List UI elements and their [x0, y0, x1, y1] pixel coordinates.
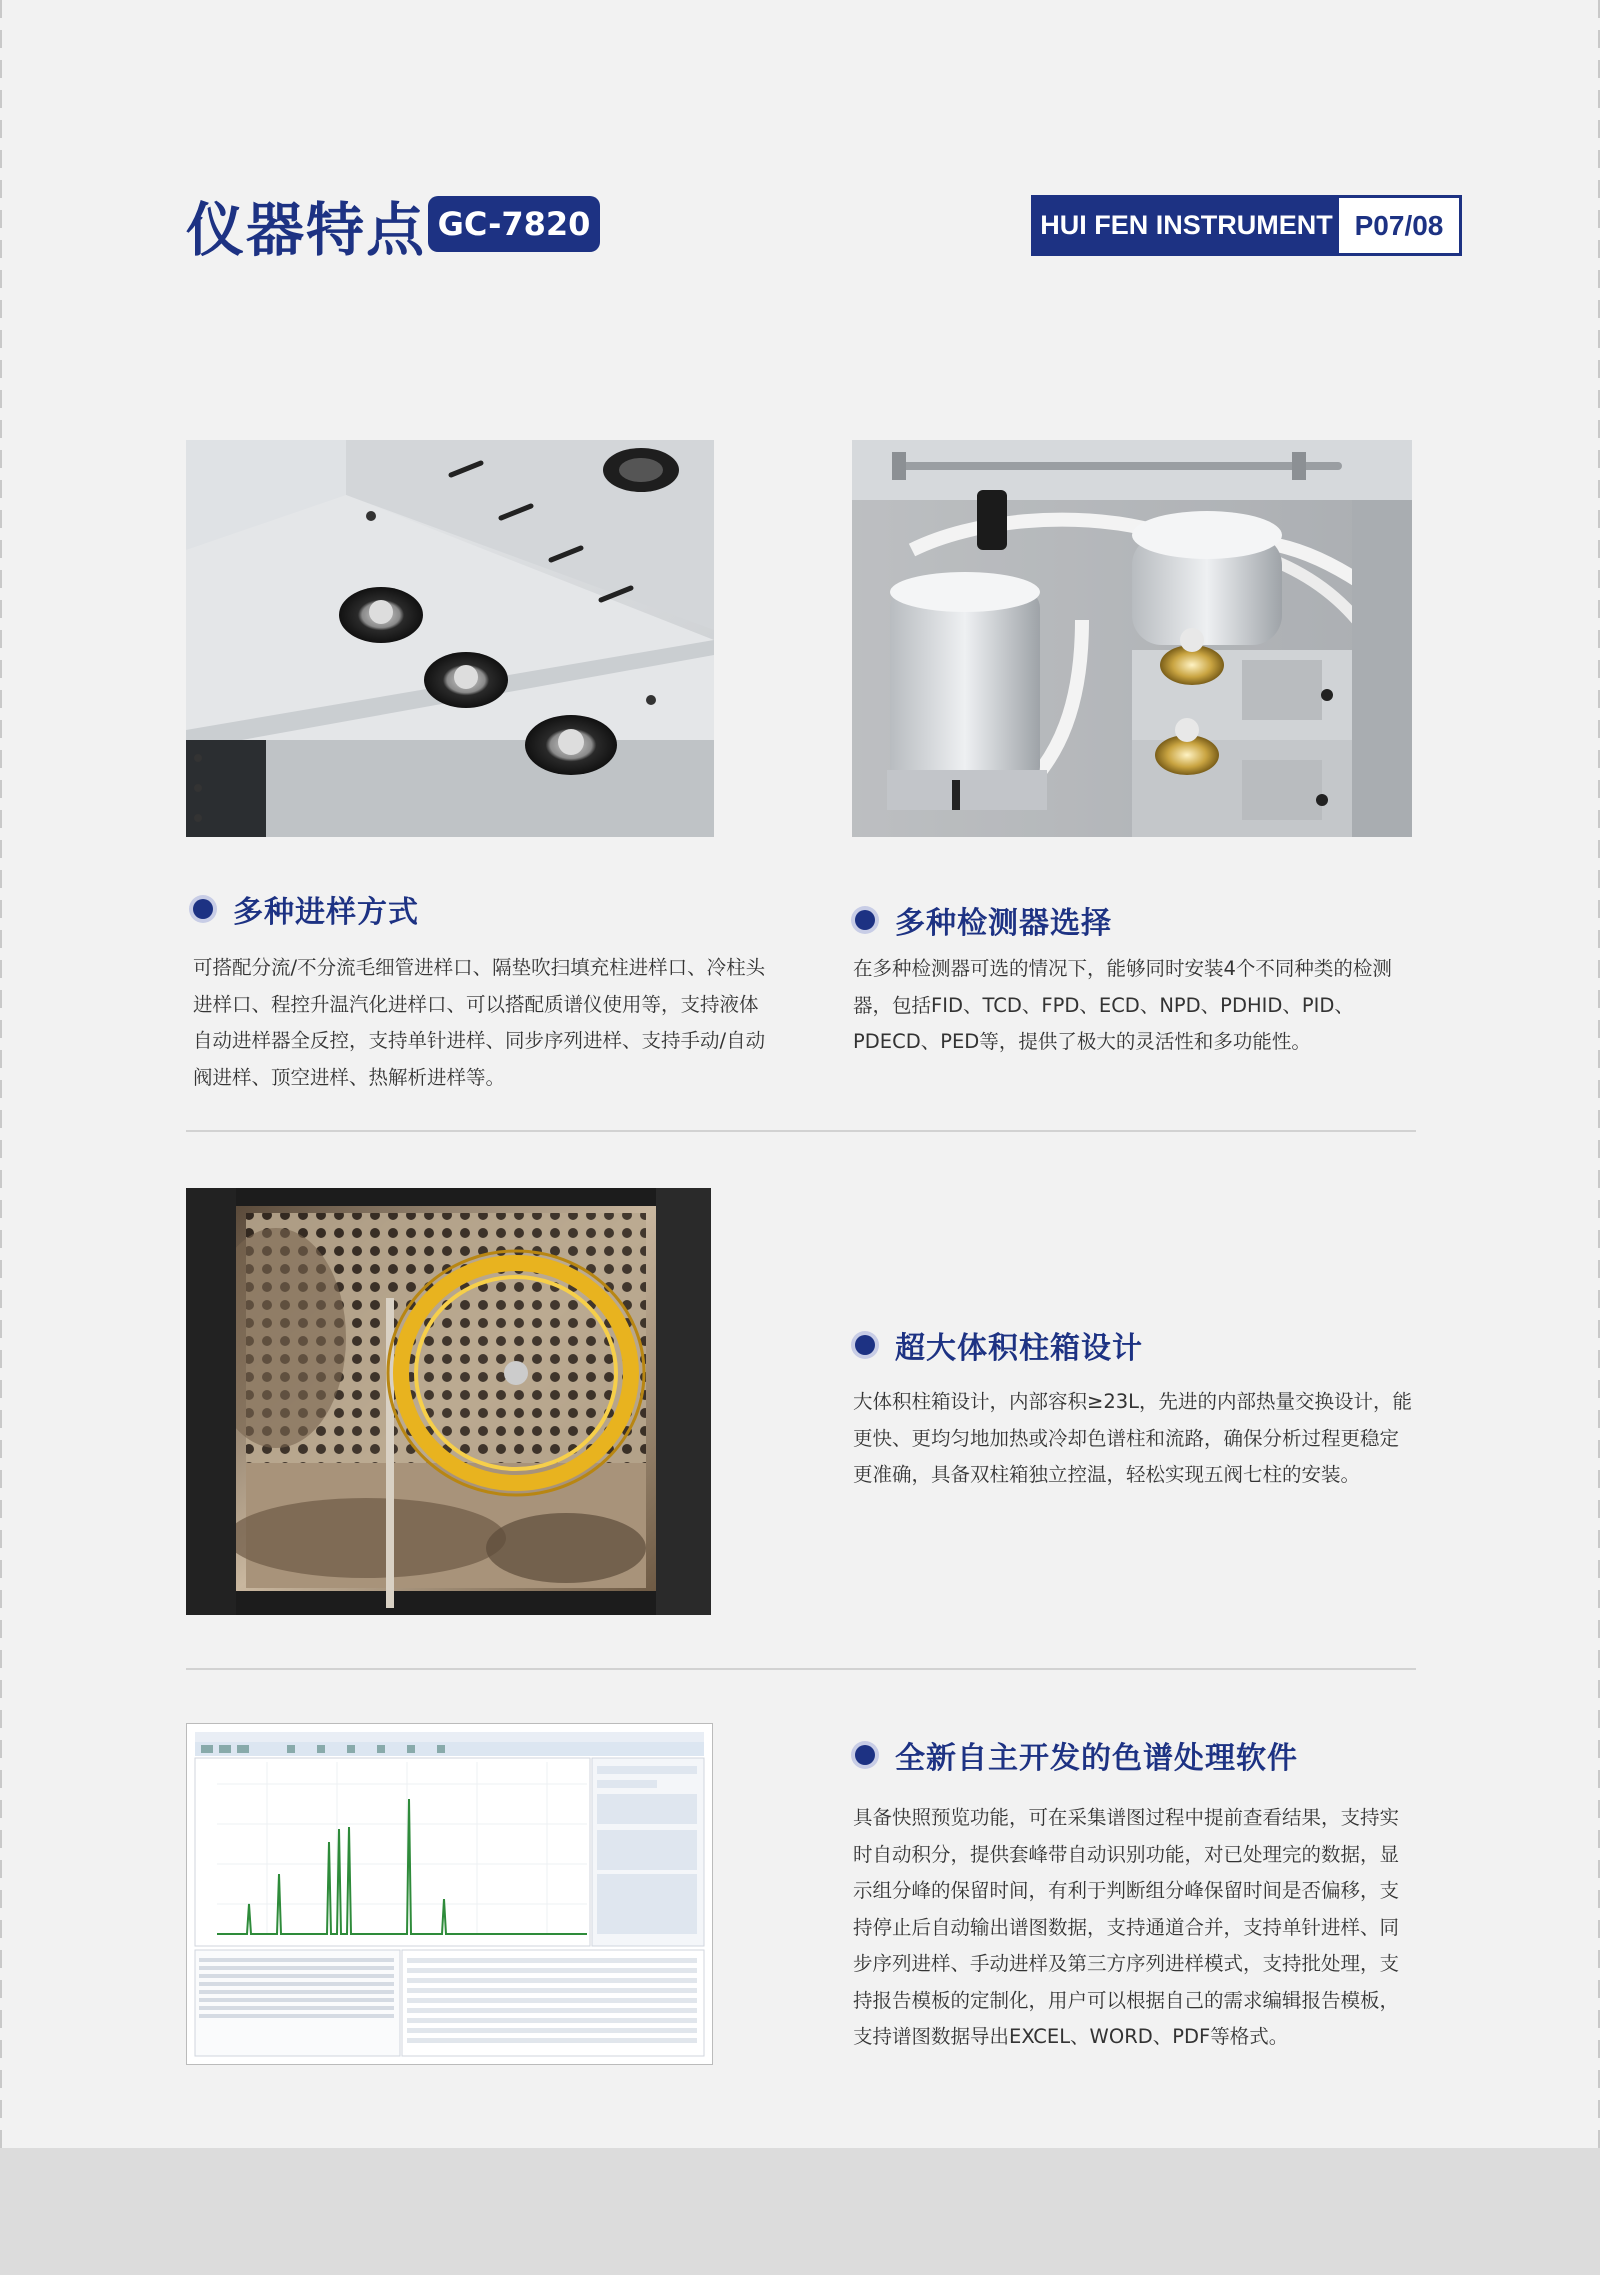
section-title: 多种检测器选择	[895, 906, 1112, 941]
column-oven-photo	[186, 1188, 711, 1615]
bullet-icon	[193, 899, 213, 919]
section-oven-body: 大体积柱箱设计，内部容积≥23L，先进的内部热量交换设计，能更快、更均匀地加热或冷却色谱柱和流路，确保分析过程更稳定更准确，具备双柱箱独立控温，轻松实现五阀七柱的安装。	[853, 1390, 1413, 1486]
section-divider	[186, 1668, 1416, 1670]
bullet-icon	[855, 1335, 875, 1355]
section-detector-heading	[855, 898, 1112, 942]
section-title: 超大体积柱箱设计	[895, 1331, 1143, 1366]
injector-ports-photo	[186, 440, 714, 837]
section-title: 多种进样方式	[233, 895, 419, 930]
bullet-icon	[855, 1745, 875, 1765]
section-injection-body: 可搭配分流/不分流毛细管进样口、隔垫吹扫填充柱进样口、冷柱头进样口、程控升温汽化进样口、可以搭配质谱仪使用等，支持液体自动进样器全反控，支持单针进样、同步序列进样、支持手动/自动阀进样、顶空进样、热解析进样等。	[193, 956, 766, 1089]
page-title: 仪器特点	[186, 196, 427, 264]
section-detector-body: 在多种检测器可选的情况下，能够同时安装4个不同种类的检测器，包括FID、TCD、FPD、ECD、NPD、PDHID、PID、PDECD、PED等，提供了极大的灵活性和多功能性。	[853, 957, 1392, 1053]
footer-band	[0, 2148, 1600, 2275]
brand-name: HUI FEN INSTRUMENT	[1034, 198, 1339, 253]
section-oven-heading	[855, 1323, 1143, 1367]
section-divider	[186, 1130, 1416, 1132]
section-software-body: 具备快照预览功能，可在采集谱图过程中提前查看结果，支持实时自动积分，提供套峰带自动识别功能，对已处理完的数据，显示组分峰的保留时间，有利于判断组分峰保留时间是否偏移，支持停止后自动输出谱图数据，支持通道合并，支持单针进样、同步序列进样、手动进样及第三方序列进样模式，支持批处理，支持报告模板的定制化，用户可以根据自己的需求编辑报告模板，支持谱图数据导出EXCEL、WORD、PDF等格式。	[853, 1806, 1400, 2048]
page-number: P07/08	[1354, 210, 1444, 241]
brand-box	[1031, 195, 1462, 256]
detector-module-photo	[852, 440, 1412, 837]
software-screenshot-photo	[186, 1723, 713, 2065]
section-title: 全新自主开发的色谱处理软件	[895, 1741, 1298, 1776]
section-software-heading	[855, 1733, 1298, 1777]
model-badge: GC-7820	[428, 196, 600, 252]
section-injection-heading	[193, 887, 419, 931]
page-edge-left	[0, 0, 2, 2275]
bullet-icon	[855, 910, 875, 930]
